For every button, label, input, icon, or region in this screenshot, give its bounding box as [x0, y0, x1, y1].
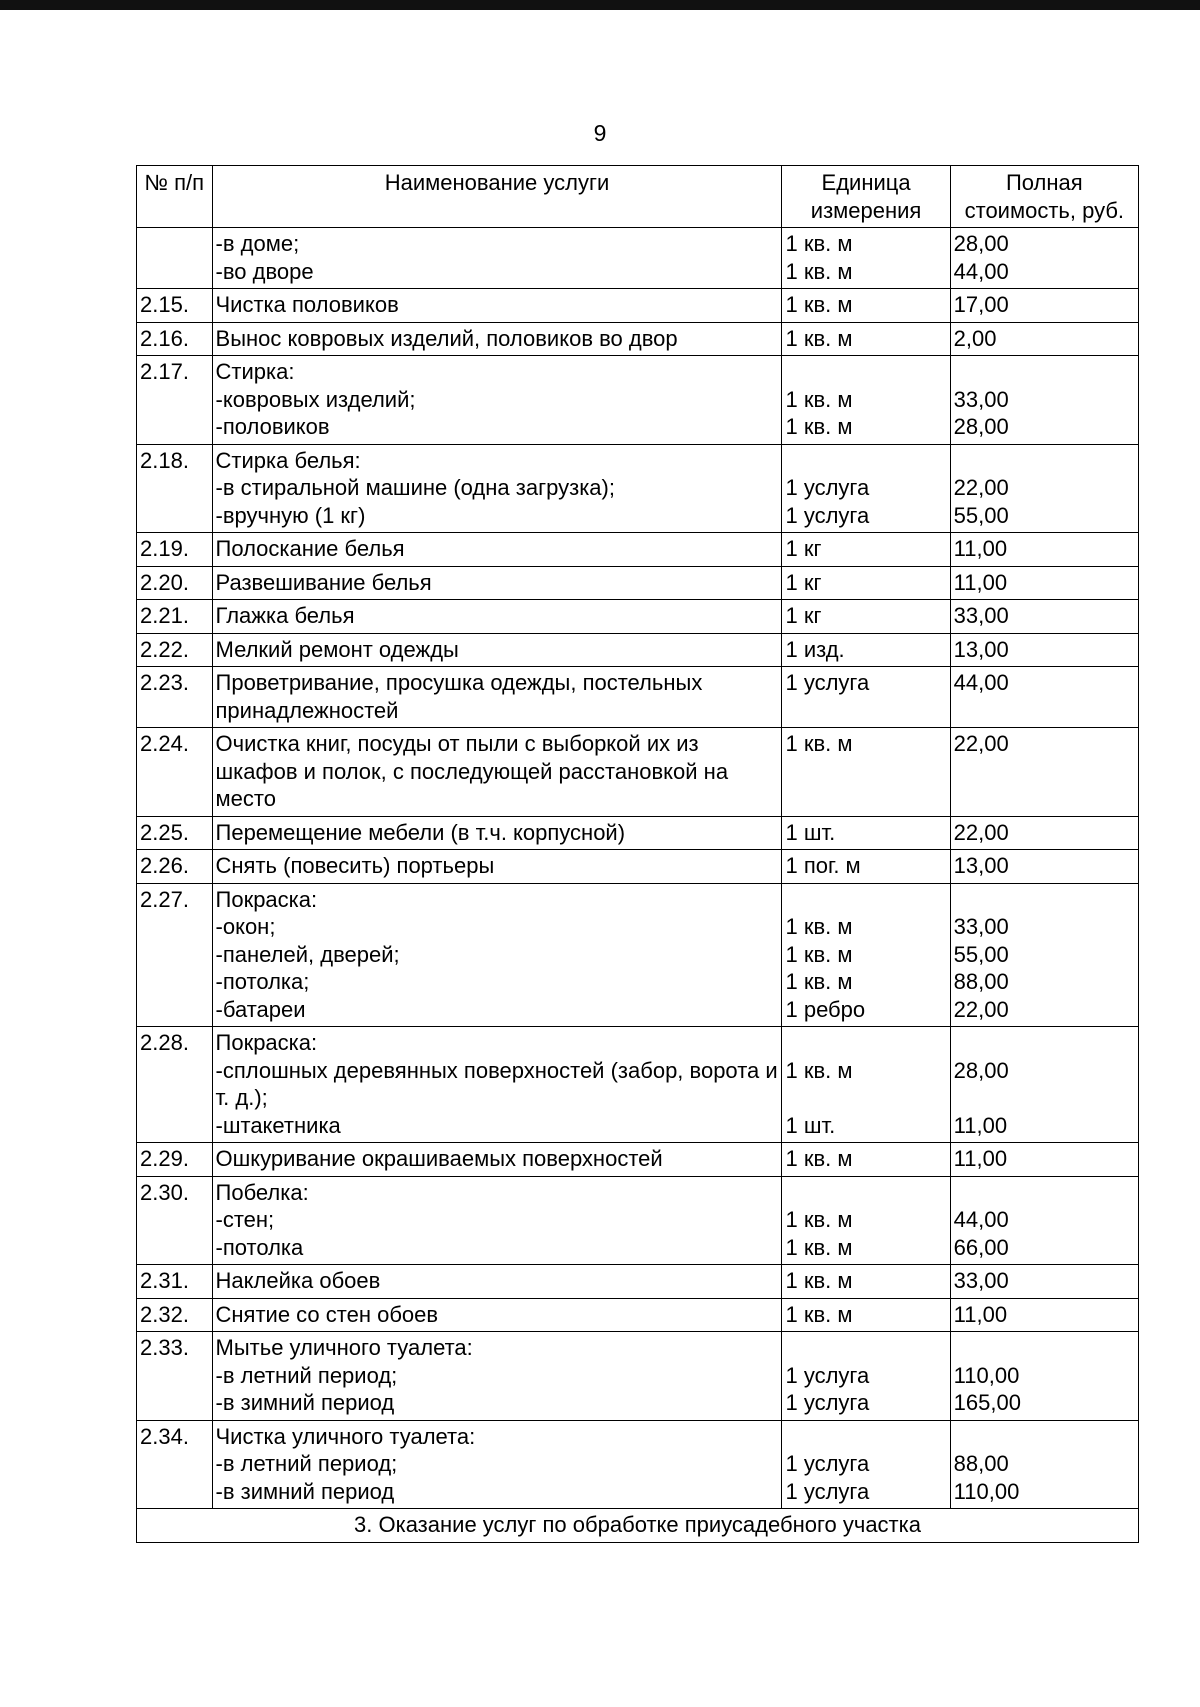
row-unit-cell: [782, 850, 950, 884]
service-price: 110,00: [953, 1478, 1020, 1504]
service-unit: 1 изд.: [785, 636, 845, 662]
row-unit-cell: [782, 1176, 950, 1265]
service-unit: 1 шт.: [785, 819, 836, 845]
row-unit-cell: [782, 600, 950, 634]
service-price: 17,00: [953, 292, 1009, 317]
row-name-cell: [212, 667, 782, 728]
scan-edge-bar: [0, 0, 1200, 10]
row-price-cell: [950, 356, 1138, 445]
service-name: -во дворе: [215, 258, 314, 284]
service-unit: 1 кв. м: [785, 1207, 853, 1232]
row-price-cell: [950, 228, 1138, 289]
table-row: [137, 1298, 1139, 1332]
row-number: 2.28.: [137, 1027, 213, 1143]
service-name: Вынос ковровых изделий, половиков во двор: [215, 325, 678, 351]
service-name: Чистка уличного туалета:: [215, 1423, 476, 1449]
row-unit-cell: [782, 533, 950, 567]
service-unit: 1 кв. м: [785, 914, 853, 939]
table-row: [137, 600, 1139, 634]
service-price: 44,00: [953, 670, 1009, 695]
row-number: [137, 228, 213, 289]
service-price: [954, 1334, 1135, 1362]
service-price: 55,00: [953, 941, 1009, 967]
service-unit: [785, 1029, 946, 1057]
service-unit: 1 кв. м: [785, 1234, 853, 1260]
row-price-cell: [950, 566, 1138, 600]
table-row: [137, 356, 1139, 445]
table-row: [137, 1265, 1139, 1299]
row-price-cell: [950, 816, 1138, 850]
service-price: 88,00: [953, 1451, 1009, 1476]
section-title: 3. Оказание услуг по обработке приусадебного участка: [137, 1509, 1139, 1543]
row-unit-cell: [782, 1298, 950, 1332]
row-price-cell: [950, 850, 1138, 884]
row-number: 2.34.: [137, 1420, 213, 1509]
row-number: 2.16.: [137, 322, 213, 356]
table-row: [137, 228, 1139, 289]
row-price-cell: [950, 667, 1138, 728]
page-number: 9: [593, 120, 607, 146]
row-name-cell: [212, 322, 782, 356]
row-name-cell: [212, 883, 782, 1027]
service-unit: 1 кв. м: [785, 386, 853, 412]
row-name-cell: [212, 850, 782, 884]
row-price-cell: [950, 1176, 1138, 1265]
row-number: 2.20.: [137, 566, 213, 600]
row-price-cell: [950, 728, 1138, 817]
row-number: 2.21.: [137, 600, 213, 634]
service-name: -панелей, дверей;: [215, 941, 400, 967]
row-price-cell: [950, 322, 1138, 356]
table-row: [137, 728, 1139, 817]
service-name: -сплошных деревянных поверхностей (забор, ворота и т. д.);: [215, 1057, 778, 1110]
row-unit-cell: [782, 1027, 950, 1143]
service-name: Мелкий ремонт одежды: [215, 636, 459, 662]
service-unit: 1 кв. м: [785, 1268, 853, 1293]
service-name: Стирка белья:: [215, 447, 361, 473]
row-price-cell: [950, 1027, 1138, 1143]
service-price: 110,00: [953, 1362, 1020, 1388]
row-unit-cell: [782, 1420, 950, 1509]
row-unit-cell: [782, 228, 950, 289]
table-row: [137, 1176, 1139, 1265]
service-price: 22,00: [953, 475, 1009, 500]
row-price-cell: [950, 1332, 1138, 1421]
service-name: -в стиральной машине (одна загрузка);: [215, 475, 615, 500]
row-number: 2.17.: [137, 356, 213, 445]
service-name: -стен;: [215, 1207, 275, 1232]
row-name-cell: [212, 228, 782, 289]
row-name-cell: [212, 1176, 782, 1265]
row-name-cell: [212, 356, 782, 445]
service-name: -ковровых изделий;: [215, 386, 416, 412]
row-unit-cell: [782, 566, 950, 600]
service-name: Побелка:: [215, 1179, 309, 1205]
row-price-cell: [950, 1265, 1138, 1299]
service-unit: 1 услуга: [785, 475, 870, 500]
service-unit: 1 кв. м: [785, 258, 853, 284]
service-unit: 1 услуга: [785, 1362, 870, 1388]
row-name-cell: [212, 444, 782, 533]
row-unit-cell: [782, 356, 950, 445]
section-row: [137, 1509, 1139, 1543]
table-row: [137, 1420, 1139, 1509]
row-number: 2.24.: [137, 728, 213, 817]
table-row: [137, 533, 1139, 567]
service-name: -потолка: [215, 1234, 304, 1260]
service-name: -в летний период;: [215, 1451, 398, 1476]
service-price: 13,00: [953, 853, 1009, 878]
service-price: 22,00: [953, 819, 1009, 845]
table-row: [137, 566, 1139, 600]
services-price-table: [136, 165, 1139, 1543]
service-name: Проветривание, просушка одежды, постельных принадлежностей: [215, 670, 703, 723]
service-unit: 1 кг: [785, 536, 822, 561]
row-number: 2.15.: [137, 289, 213, 323]
service-price: 28,00: [953, 231, 1009, 256]
service-unit: 1 услуга: [785, 1451, 870, 1476]
row-name-cell: [212, 1027, 782, 1143]
service-unit: 1 кв. м: [785, 414, 853, 439]
table-row: [137, 444, 1139, 533]
service-price: 28,00: [953, 1057, 1009, 1083]
service-unit: 1 кв. м: [785, 941, 853, 967]
row-number: 2.26.: [137, 850, 213, 884]
service-price: 44,00: [953, 1207, 1009, 1232]
service-name: Чистка половиков: [215, 292, 399, 317]
row-unit-cell: [782, 883, 950, 1027]
service-price: 22,00: [953, 996, 1009, 1022]
service-name: Снять (повесить) портьеры: [215, 853, 495, 878]
service-price: [954, 1179, 1135, 1207]
service-name: Глажка белья: [215, 603, 355, 628]
service-name: -в доме;: [215, 231, 300, 256]
service-price: 33,00: [953, 1268, 1009, 1293]
row-unit-cell: [782, 633, 950, 667]
table-row: [137, 1027, 1139, 1143]
service-name: Очистка книг, посуды от пыли с выборкой их из шкафов и полок, с последующей расстановкой на место: [215, 731, 729, 811]
table-row: [137, 322, 1139, 356]
row-name-cell: [212, 1420, 782, 1509]
service-price: 28,00: [953, 414, 1009, 439]
row-unit-cell: [782, 1265, 950, 1299]
table-row: [137, 633, 1139, 667]
table-row: [137, 667, 1139, 728]
service-unit: 1 услуга: [785, 1390, 870, 1415]
service-price: 165,00: [953, 1390, 1021, 1415]
row-number: 2.23.: [137, 667, 213, 728]
row-unit-cell: [782, 322, 950, 356]
row-price-cell: [950, 289, 1138, 323]
service-unit: 1 ребро: [785, 996, 866, 1022]
service-price: 22,00: [953, 731, 1009, 756]
service-unit: 1 пог. м: [785, 853, 861, 878]
service-name: -в летний период;: [215, 1362, 398, 1388]
service-name: -половиков: [215, 414, 330, 439]
row-number: 2.18.: [137, 444, 213, 533]
row-name-cell: [212, 1298, 782, 1332]
row-name-cell: [212, 633, 782, 667]
service-price: 44,00: [953, 258, 1009, 284]
service-price: 11,00: [953, 1301, 1008, 1327]
row-number: 2.30.: [137, 1176, 213, 1265]
row-price-cell: [950, 533, 1138, 567]
service-unit: [785, 886, 946, 914]
service-price: 88,00: [953, 969, 1009, 994]
service-price: 33,00: [953, 386, 1009, 412]
service-price: 11,00: [953, 536, 1008, 561]
table-row: [137, 816, 1139, 850]
row-number: 2.33.: [137, 1332, 213, 1421]
service-price: 11,00: [953, 1146, 1008, 1171]
service-price: [954, 1029, 1135, 1057]
service-unit: 1 услуга: [785, 502, 870, 528]
row-price-cell: [950, 633, 1138, 667]
row-number: 2.22.: [137, 633, 213, 667]
row-unit-cell: [782, 667, 950, 728]
service-unit: 1 кв. м: [785, 1057, 853, 1083]
service-unit: [785, 1334, 946, 1362]
service-name: Полоскание белья: [215, 536, 405, 561]
row-price-cell: [950, 1420, 1138, 1509]
service-price: 66,00: [953, 1234, 1009, 1260]
row-name-cell: [212, 566, 782, 600]
table-header-row: [137, 166, 1139, 228]
service-unit: 1 услуга: [785, 1478, 870, 1504]
row-price-cell: [950, 600, 1138, 634]
service-unit: 1 кв. м: [785, 969, 853, 994]
service-name: Покраска:: [215, 1030, 318, 1055]
service-unit: 1 кв. м: [785, 1301, 853, 1327]
service-unit: 1 кв. м: [785, 325, 853, 351]
row-price-cell: [950, 1143, 1138, 1177]
service-price: [954, 358, 1135, 386]
row-unit-cell: [782, 1143, 950, 1177]
row-price-cell: [950, 444, 1138, 533]
row-price-cell: [950, 883, 1138, 1027]
service-name: -окон;: [215, 914, 276, 939]
row-name-cell: [212, 289, 782, 323]
row-price-cell: [950, 1298, 1138, 1332]
service-name: Наклейка обоев: [215, 1268, 381, 1293]
service-name: -батареи: [215, 996, 306, 1022]
table-body: [137, 228, 1139, 1509]
row-name-cell: [212, 533, 782, 567]
service-unit: 1 кв. м: [785, 1146, 853, 1171]
row-unit-cell: [782, 816, 950, 850]
row-name-cell: [212, 1265, 782, 1299]
service-name: Развешивание белья: [215, 569, 432, 595]
row-name-cell: [212, 816, 782, 850]
service-name: -штакетника: [215, 1112, 341, 1138]
table-row: [137, 1143, 1139, 1177]
service-price: 33,00: [953, 603, 1009, 628]
table-row: [137, 1332, 1139, 1421]
row-unit-cell: [782, 444, 950, 533]
service-price: 55,00: [953, 502, 1009, 528]
row-unit-cell: [782, 289, 950, 323]
service-name: Снятие со стен обоев: [215, 1301, 439, 1327]
service-price: [954, 447, 1135, 475]
service-name: -в зимний период: [215, 1478, 395, 1504]
header-name: Наименование услуги: [212, 166, 782, 228]
service-name: -в зимний период: [215, 1390, 395, 1415]
row-number: 2.19.: [137, 533, 213, 567]
service-price: 11,00: [953, 569, 1008, 595]
service-name: Ошкуривание окрашиваемых поверхностей: [215, 1146, 663, 1171]
row-unit-cell: [782, 1332, 950, 1421]
table-row: [137, 289, 1139, 323]
table-row: [137, 883, 1139, 1027]
service-unit: [785, 1423, 946, 1451]
row-name-cell: [212, 728, 782, 817]
service-unit: [785, 358, 946, 386]
service-unit: 1 шт.: [785, 1112, 836, 1138]
service-unit: 1 кв. м: [785, 231, 853, 256]
service-price: 2,00: [953, 325, 997, 351]
service-unit: [785, 447, 946, 475]
row-name-cell: [212, 1332, 782, 1421]
service-price: 13,00: [953, 636, 1009, 662]
service-unit: 1 кг: [785, 603, 822, 628]
service-unit: 1 кв. м: [785, 731, 853, 756]
row-number: 2.27.: [137, 883, 213, 1027]
service-name: Стирка:: [215, 359, 295, 384]
service-price: [954, 886, 1135, 914]
header-num: № п/п: [137, 166, 213, 228]
service-unit: [785, 1179, 946, 1207]
service-name: -потолка;: [215, 969, 310, 994]
service-name: Мытье уличного туалета:: [215, 1335, 473, 1360]
table-row: [137, 850, 1139, 884]
service-price: 33,00: [953, 914, 1009, 939]
row-number: 2.31.: [137, 1265, 213, 1299]
row-unit-cell: [782, 728, 950, 817]
service-name: -вручную (1 кг): [215, 502, 366, 528]
header-price: Полная стоимость, руб.: [950, 166, 1138, 228]
row-name-cell: [212, 600, 782, 634]
row-number: 2.29.: [137, 1143, 213, 1177]
row-number: 2.32.: [137, 1298, 213, 1332]
service-unit: 1 кг: [785, 569, 822, 595]
service-name: Покраска:: [215, 886, 318, 912]
service-unit: 1 услуга: [785, 670, 870, 695]
row-name-cell: [212, 1143, 782, 1177]
service-unit: 1 кв. м: [785, 292, 853, 317]
service-price: 11,00: [953, 1112, 1008, 1138]
header-unit: Единица измерения: [782, 166, 950, 228]
service-name: Перемещение мебели (в т.ч. корпусной): [215, 819, 626, 845]
row-number: 2.25.: [137, 816, 213, 850]
service-price: [954, 1423, 1135, 1451]
